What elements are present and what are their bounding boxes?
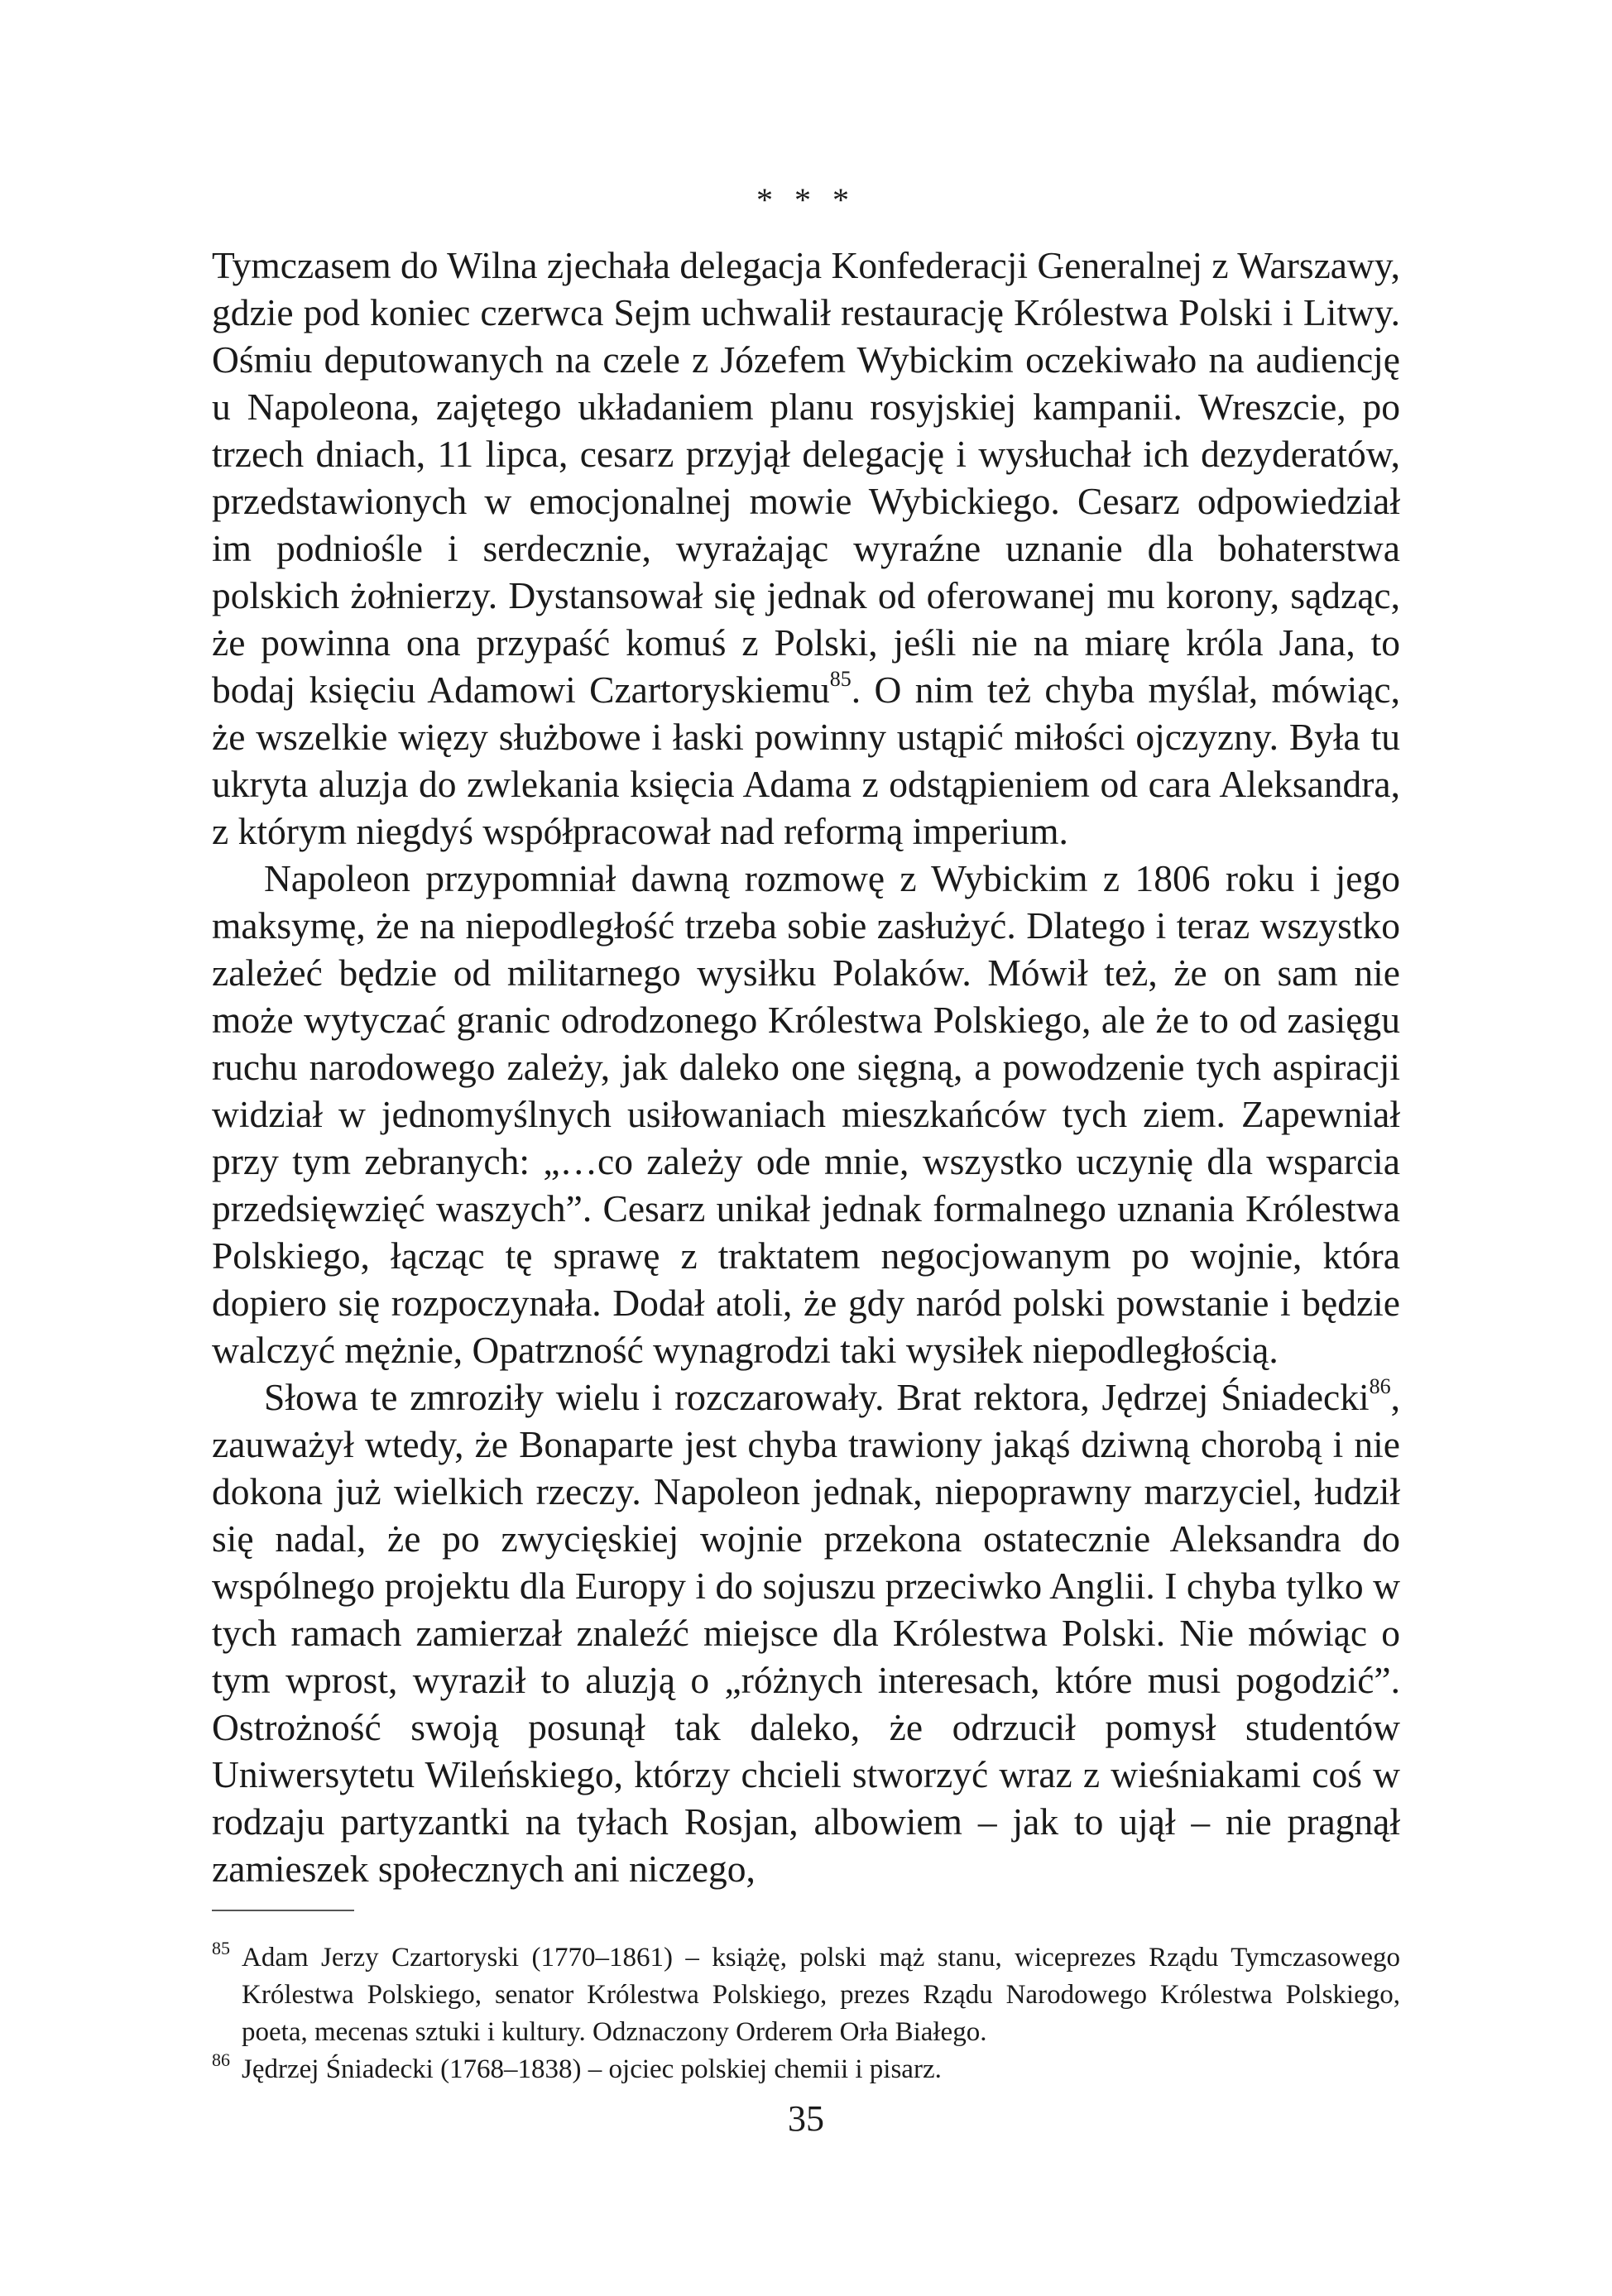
paragraph-2 bbox=[212, 855, 1400, 1373]
paragraph-1 bbox=[212, 242, 1400, 855]
footnote-divider bbox=[212, 1910, 354, 1911]
paragraph-3-text: Słowa te zmroziły wielu i rozczarowały. Brat rektora, Jędrzej Śniadecki bbox=[264, 1376, 1370, 1418]
paragraph-1-text: Tymczasem do Wilna zjechała delegacja Konfederacji Generalnej z Warszawy, gdzie pod koniec czerwca Sejm uchwalił restaurację Królestwa Polski i Litwy. Ośmiu deputowanych na czele z Józefem Wybickim oczekiwało na audiencję u Napoleona, zajętego układaniem planu rosyjskiej kampanii. Wreszcie, po trzech dniach, 11 lipca, cesarz przyjął delegację i wysłuchał ich dezyderatów, przedstawionych w emocjonalnej mowie Wybickiego. Cesarz odpowiedział im podniośle i serdecznie, wyrażając wyraźne uznanie dla bohaterstwa polskich żołnierzy. Dystansował się jednak od oferowanej mu korony, sądząc, że powinna ona przypaść komuś z Polski, jeśli nie na miarę króla Jana, to bodaj księciu Adamowi Czartoryskiemu bbox=[212, 244, 1400, 711]
footnote-text: Jędrzej Śniadecki (1768–1838) – ojciec polskiej chemii i pisarz. bbox=[242, 2054, 942, 2084]
paragraph-1-text-continued: . O nim też chyba myślał, mówiąc, że wszelkie więzy służbowe i łaski powinny ustąpić miłości ojczyzny. Była tu ukryta aluzja do zwlekania księcia Adama z odstąpieniem od cara Aleksandra, z którym niegdyś współpracował nad reformą imperium. bbox=[212, 669, 1400, 852]
paragraph-3 bbox=[212, 1373, 1400, 1892]
footnote-85 bbox=[212, 1939, 1400, 2051]
main-text bbox=[212, 242, 1400, 1892]
page-number: 35 bbox=[788, 2098, 824, 2139]
footnotes bbox=[212, 1939, 1400, 2088]
footnote-reference-86[interactable]: 86 bbox=[1369, 1374, 1391, 1398]
footnote-number: 86 bbox=[212, 2049, 230, 2070]
paragraph-2-text: Napoleon przypomniał dawną rozmowę z Wybickim z 1806 roku i jego maksymę, że na niepodległość trzeba sobie zasłużyć. Dlatego i teraz wszystko zależeć będzie od militarnego wysiłku Polaków. Mówił też, że on sam nie może wytyczać granic odrodzonego Królestwa Polskiego, ale że to od zasięgu ruchu narodowego zależy, jak daleko one sięgną, a powodzenie tych aspiracji widział w jednomyślnych usiłowaniach mieszkańców tych ziem. Zapewniał przy tym zebranych: „…co zależy ode mnie, wszystko uczynię dla wsparcia przedsięwzięć waszych”. Cesarz unikał jednak formalnego uznania Królestwa Polskiego, łącząc tę sprawę z traktatem negocjowanym po wojnie, która dopiero się rozpoczynała. Dodał atoli, że gdy naród polski powstanie i będzie walczyć mężnie, Opatrzność wynagrodzi taki wysiłek niepodległością. bbox=[212, 857, 1400, 1371]
footnote-number: 85 bbox=[212, 1938, 230, 1958]
section-separator: * * * bbox=[756, 181, 856, 218]
footnote-86 bbox=[212, 2051, 1400, 2088]
footnote-text: Adam Jerzy Czartoryski (1770–1861) – książę, polski mąż stanu, wiceprezes Rządu Tymczasowego Królestwa Polskiego, senator Królestwa Polskiego, prezes Rządu Narodowego Królestwa Polskiego, poeta, mecenas sztuki i kultury. Odznaczony Orderem Orła Białego. bbox=[242, 1943, 1400, 2047]
footnote-reference-85[interactable]: 85 bbox=[829, 667, 852, 691]
paragraph-3-text-continued: , zauważył wtedy, że Bonaparte jest chyba trawiony jakąś dziwną chorobą i nie dokona już wielkich rzeczy. Napoleon jednak, niepoprawny marzyciel, łudził się nadal, że po zwycięskiej wojnie przekona ostatecznie Aleksandra do wspólnego projektu dla Europy i do sojuszu przeciwko Anglii. I chyba tylko w tych ramach zamierzał znaleźć miejsce dla Królestwa Polski. Nie mówiąc o tym wprost, wyraził to aluzją o „różnych interesach, które musi pogodzić”. Ostrożność swoją posunął tak daleko, że odrzucił pomysł studentów Uniwersytetu Wileńskiego, którzy chcieli stworzyć wraz z wieśniakami coś w rodzaju partyzantki na tyłach Rosjan, albowiem – jak to ujął – nie pragnął zamieszek społecznych ani niczego, bbox=[212, 1376, 1400, 1890]
